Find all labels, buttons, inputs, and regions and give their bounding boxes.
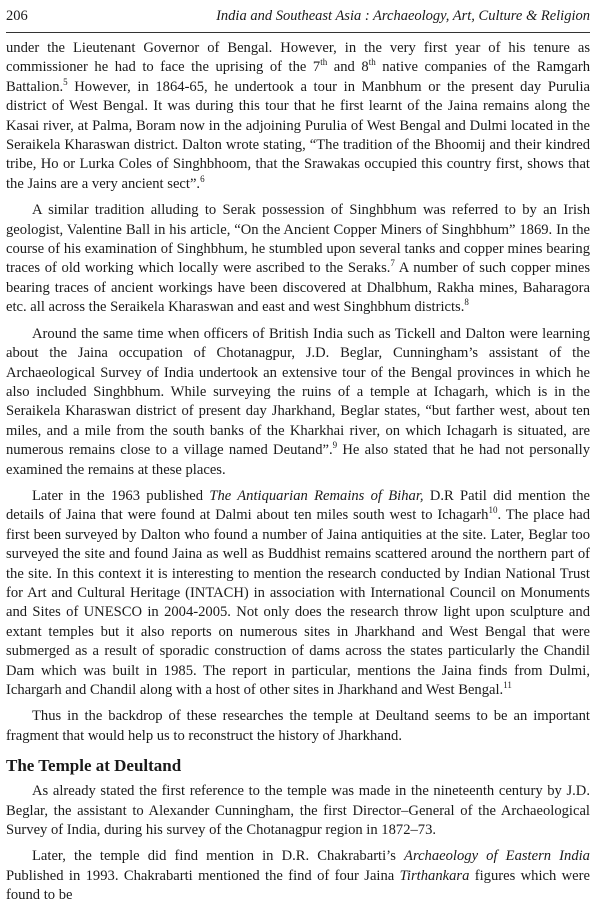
footnote-ref: 10	[488, 505, 498, 516]
footnote-ref: 8	[464, 297, 469, 308]
section-heading: The Temple at Deultand	[6, 756, 182, 776]
superscript: th	[368, 57, 376, 68]
footnote-ref: 6	[200, 173, 205, 184]
term: Tirthankara	[399, 867, 470, 884]
footnote-ref: 11	[503, 680, 512, 691]
paragraph-6: As already stated the first reference to the temple was made in the nineteenth century by J.D. Beglar, the assistant to Alexander Cunningham, the first Director–General of the Archaeological Survey of India, during his survey of the Chotanagpur region in 1872–73.	[6, 783, 590, 839]
footnote-ref: 5	[63, 76, 68, 87]
footnote-ref: 7	[390, 258, 395, 269]
paragraph-2: A similar tradition alluding to Serak possession of Singhbhum was referred to by an Irish geologist, Valentine Ball in his article, “On the Ancient Copper Miners of Singhbhum” 1869. In the course of his examination of Singhbhum, he stumbled upon several tanks and copper mines bearing traces of old working which locally were ascribed to the Seraks.$^7$ A number of such copper mines bearing traces of ancient workings have been discovered at Dhalbhum, Rakha mines, Baharagora etc. all across the Seraikela Kharaswan and east and west Singhbhum districts.$^8$	[6, 202, 590, 316]
paragraph-4: Later in the 1963 published The Antiquarian Remains of Bihar, D.R Patil did mention the details of Jaina that were found at Dalmi about ten miles south west to Ichagarh$^{10}$. The place had first been surveyed by Dalton who found a number of Jaina antiquities at the site. Later, Beglar too surveyed the site and found Jaina as well as Buddhist remains scattered around the northern part of the site. In this context it is interesting to mention the research conducted by Indian National Trust for Art and Cultural Heritage (INTACH) in association with International Council on Monuments and Sites of UNESCO in 2004-2005. Not only does the research throw light upon sculpture and extant temples but it also reports on numerous sites in Jharkhand and West Bengal that were submerged as a result of sporadic construction of dams across the states particularly the Chandil Dam which was built in 1985. The report in particular, mentions the Jaina finds from Dulmi, Ichargarh and Chandil along with a host of other sites in Jharkhand and West Bengal.$^{11}$	[6, 487, 591, 698]
running-header	[6, 8, 590, 33]
page-number: 206	[6, 8, 28, 24]
superscript: th	[320, 57, 328, 68]
footnote-ref: 9	[332, 440, 338, 451]
paragraph-5: Thus in the backdrop of these researches the temple at Deultand seems to be an important fragment that would help us to reconstruct the history of Jharkhand.	[6, 708, 590, 744]
book-title: The Antiquarian Remains of Bihar,	[209, 487, 424, 504]
paragraph-7: Later, the temple did find mention in D.R. Chakrabarti’s Archaeology of Eastern India Published in 1993. Chakrabarti mentioned the find of four Jaina Tirthankara figures which were found to be	[6, 848, 590, 904]
running-title: India and Southeast Asia : Archaeology, Art, Culture & Religion	[216, 8, 590, 24]
paragraph-3: Around the same time when officers of British India such as Tickell and Dalton were learning about the Jaina occupation of Chotanagpur, J.D. Beglar, Cunningham’s assistant of the Archaeological Survey of India undertook an extensive tour of the Bengal provinces in which he also included Singhbhum. While surveying the ruins of a temple at Ichagarh, which is in the Seraikela Kharaswan district of present day Jharkhand, Beglar states, “but farther west, about ten miles, and a mile from the south banks of the Kharkhai river, on which Ichagarh is situated, are numerous remains close to a village named Deutand”.$^9$ He also stated that he had not personally examined the remains at these places.	[6, 325, 590, 478]
paragraph-1: under the Lieutenant Governor of Bengal. However, in the very first year of his tenure as commissioner he had to face the uprising of the 7th and 8th native companies of the Ramgarh Battalion.$^5$ However, in 1864-65, he undertook a tour in Manbhum or the present day Purulia district of West Bengal. It was during this tour that he first learnt of the Jaina remains along the Kasai river, at Palma, Boram now in the adjoining Purulia of West Bengal and Dulmi located in the Seraikela Kharaswan district. Dalton wrote stating, “The tradition of the Bhoomij and their kindred tribe, Ho or Lurka Coles of Singhbhoom, that the Srawakas occupied this country first, shows that the Jains are a very ancient sect”.$^6$	[6, 40, 590, 192]
book-title: Archaeology of Eastern India	[404, 848, 590, 865]
